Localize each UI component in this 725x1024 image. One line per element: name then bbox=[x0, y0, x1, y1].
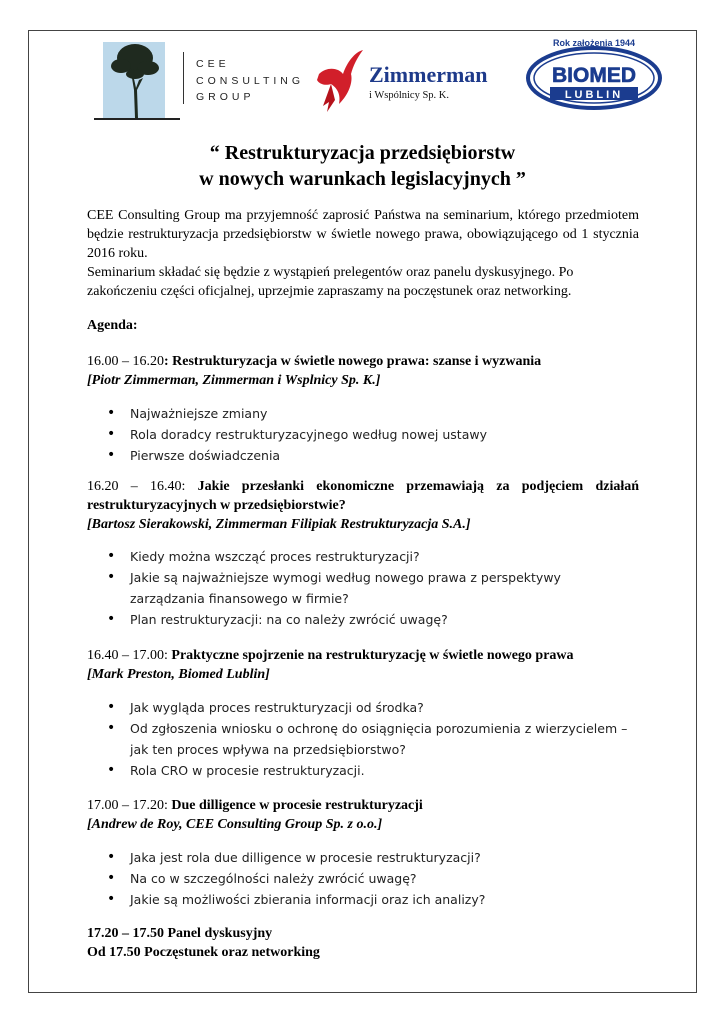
cee-divider bbox=[183, 52, 184, 104]
list-item: • Na co w szczególności należy zwrócić uwagę? bbox=[105, 868, 635, 889]
list-item: • Kiedy można wszcząć proces restrukturyzacji? bbox=[105, 546, 635, 567]
session-time: 16.40 – 17.00: bbox=[87, 648, 168, 663]
zimmerman-name: Zimmerman bbox=[369, 62, 488, 87]
session-2-speaker: [Bartosz Sierakowski, Zimmerman Filipiak Restrukturyzacja S.A.] bbox=[87, 517, 471, 532]
cee-underline bbox=[94, 118, 180, 120]
session-1-speaker: [Piotr Zimmerman, Zimmerman i Wsplnicy Sp. K.] bbox=[87, 373, 381, 388]
session-title: Due dilligence w procesie restrukturyzacji bbox=[167, 798, 423, 813]
list-item: • Od zgłoszenia wniosku o ochronę do osiągnięcia porozumienia z wierzycielem – jak ten proces wpływa na przedsiębiorstwo? bbox=[105, 718, 635, 760]
biomed-founded: Rok założenia 1944 bbox=[552, 38, 636, 48]
session-4-speaker: [Andrew de Roy, CEE Consulting Group Sp. z o.o.] bbox=[87, 817, 383, 832]
session-1-heading bbox=[87, 352, 639, 371]
session-3-speaker: [Mark Preston, Biomed Lublin] bbox=[87, 667, 270, 682]
biomed-logo-icon bbox=[524, 34, 664, 114]
biomed-name: BIOMED bbox=[552, 64, 636, 87]
session-1-bullets bbox=[105, 403, 635, 466]
biomed-city: LUBLIN bbox=[564, 89, 624, 101]
session-4-heading bbox=[87, 796, 639, 815]
session-time: 17.00 – 17.20: bbox=[87, 798, 168, 813]
agenda-heading: Agenda: bbox=[87, 318, 138, 333]
page-title-line1: “ Restrukturyzacja przedsiębiorstw bbox=[209, 142, 516, 164]
list-item: • Rola CRO w procesie restrukturyzacji. bbox=[105, 760, 635, 781]
list-item: • Jakie są możliwości zbierania informacji oraz ich analizy? bbox=[105, 889, 635, 910]
list-item: • Jakie są najważniejsze wymogi według nowego prawa z perspektywy zarządzania finansowego w firmie? bbox=[105, 567, 635, 609]
panel-line: 17.20 – 17.50 Panel dyskusyjny bbox=[87, 926, 273, 941]
session-title: Jakie przesłanki ekonomiczne przemawiają za podjęciem działań restrukturyzacyjnych w przedsiębiorstwie? bbox=[87, 479, 640, 513]
session-time: 16.00 – 16.20 bbox=[87, 354, 164, 369]
page-title-line2: w nowych warunkach legislacyjnych ” bbox=[199, 168, 526, 190]
intro-paragraph-2: Seminarium składać się będzie z wystąpień prelegentów oraz panelu dyskusyjnego. Po zakończeniu części oficjalnej, uprzejmie zapraszamy na poczęstunek oraz networking. bbox=[87, 265, 574, 299]
session-2-heading bbox=[87, 477, 639, 515]
list-item: • Rola doradcy restrukturyzacyjnego według nowej ustawy bbox=[105, 424, 635, 445]
list-item: • Najważniejsze zmiany bbox=[105, 403, 635, 424]
session-title: Praktyczne spojrzenie na restrukturyzację w świetle nowego prawa bbox=[167, 648, 574, 663]
session-time: 16.20 – 16.40: bbox=[87, 479, 186, 494]
networking-line: Od 17.50 Poczęstunek oraz networking bbox=[87, 945, 320, 960]
list-item: • Jak wygląda proces restrukturyzacji od środka? bbox=[105, 697, 635, 718]
session-title: : Restrukturyzacja w świetle nowego prawa: szanse i wyzwania bbox=[164, 354, 542, 369]
zimmerman-bird-logo-icon bbox=[313, 44, 365, 114]
session-2-bullets bbox=[105, 546, 635, 630]
session-3-bullets bbox=[105, 697, 635, 781]
cee-logo-text: CEE CONSULTING GROUP bbox=[196, 58, 305, 103]
list-item: • Jaka jest rola due dilligence w procesie restrukturyzacji? bbox=[105, 847, 635, 868]
list-item: • Pierwsze doświadczenia bbox=[105, 445, 635, 466]
intro-paragraph: CEE Consulting Group ma przyjemność zaprosić Państwa na seminarium, którego przedmiotem będzie restrukturyzacja przedsiębiorstw w świetle nowego prawa, obowiązującego od 1 stycznia 2016 roku. bbox=[87, 208, 639, 261]
list-item: • Plan restrukturyzacji: na co należy zwrócić uwagę? bbox=[105, 609, 635, 630]
session-3-heading bbox=[87, 646, 639, 665]
zimmerman-subtitle: i Wspólnicy Sp. K. bbox=[369, 90, 450, 101]
session-4-bullets bbox=[105, 847, 635, 910]
